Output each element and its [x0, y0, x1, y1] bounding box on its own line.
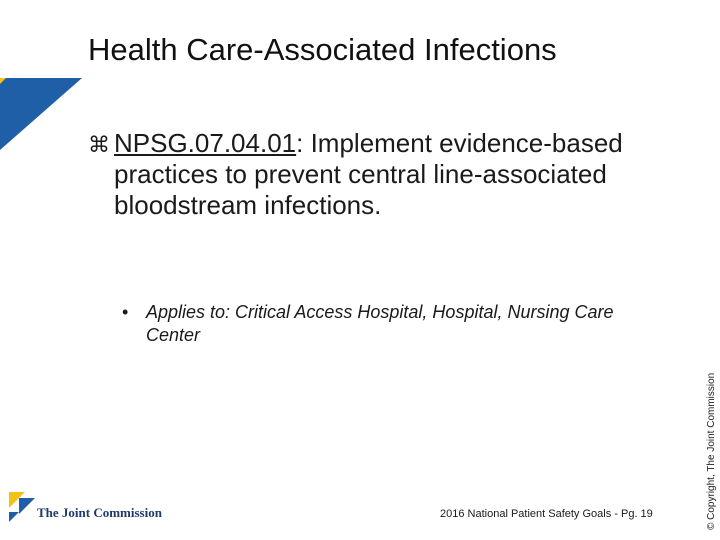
corner-decoration	[0, 0, 82, 150]
slide-title: Health Care-Associated Infections	[88, 32, 557, 67]
npsg-code-link[interactable]: NPSG.07.04.01	[114, 128, 297, 158]
logo-mark-icon	[7, 490, 37, 524]
joint-commission-logo	[7, 490, 177, 526]
logo-text: The Joint Commission	[37, 505, 162, 520]
copyright-text: © Copyright, The Joint Commission	[706, 372, 717, 530]
main-bullet	[88, 128, 628, 221]
bullet-marker-icon: ⌘	[88, 133, 110, 158]
corner-decoration-graphic	[0, 0, 82, 150]
main-bullet-text	[88, 128, 628, 221]
page-footer: 2016 National Patient Safety Goals - Pg. 19	[440, 508, 653, 520]
blue-triangle	[0, 78, 82, 150]
sub-bullet-dot: •	[122, 302, 129, 322]
main-bullet-description: : Implement evidence-based practices to prevent central line-associated bloodstream infections.	[114, 128, 623, 220]
sub-bullet	[122, 301, 642, 347]
applies-to-text: Applies to: Critical Access Hospital, Hospital, Nursing Care Center	[146, 302, 614, 345]
